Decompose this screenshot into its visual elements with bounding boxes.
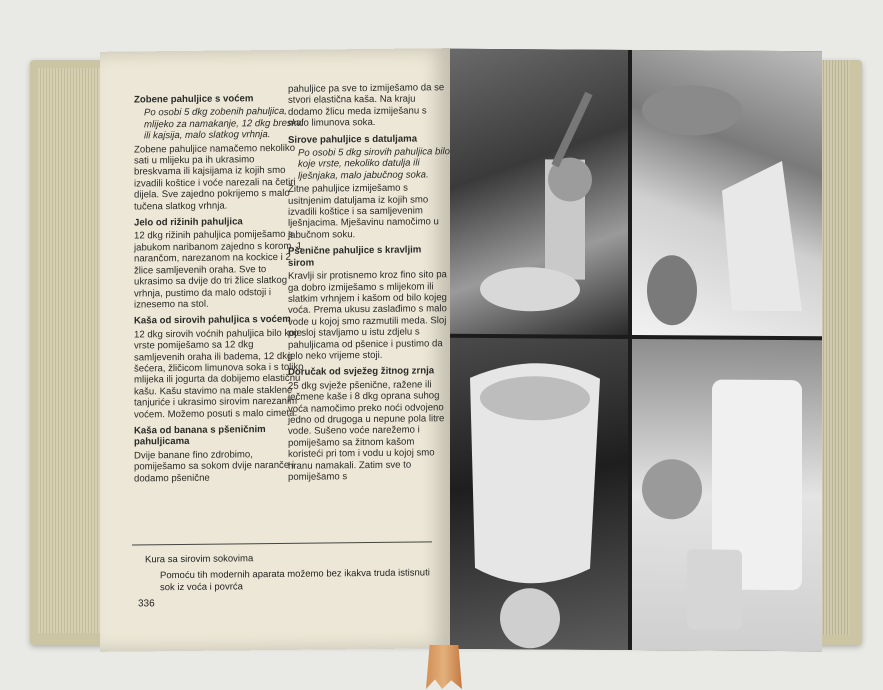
- caption-title: Kura sa sirovim sokovima: [145, 553, 254, 566]
- right-page-photos: [450, 49, 822, 652]
- caption-rule: [132, 541, 432, 545]
- photo-citrus-press: [450, 338, 628, 650]
- recipe-heading: Sirove pahuljice s datuljama: [288, 133, 418, 146]
- open-book: [30, 50, 860, 650]
- recipe-ingredients: Po osobi 5 dkg zobenih pahuljica, mlijeko za namakanje, 12 dkg breskvi ili kajsija, malo slatkog vrhnja.: [144, 106, 304, 142]
- recipe-ingredients: Po osobi 5 dkg sirovih pahuljica bilo koje vrste, nekoliko datulja ili lješnjaka, malo jabučnog soka.: [298, 146, 450, 182]
- recipe-paragraph: Žitne pahuljice izmiješamo s usitnjenim datuljama iz kojih smo izvadili koštice i sa samljevenim lješnjacima. Mješavinu namočimo u jabučnom soku.: [288, 182, 439, 241]
- text-column-1: [134, 88, 304, 487]
- meat-grinder-illustration: [450, 49, 628, 335]
- caption-text: Pomoću tih modernih aparata možemo bez ikakva truda istisnuti sok iz voća i povrća: [160, 567, 430, 594]
- recipe-paragraph: 12 dkg rižinih pahuljica pomiješamo s jabukom naribanom zajedno s korom, 1 narančom, narezanom na kockice i 2 žlice samljevenih oraha. Sve to ukrasimo sa dvije do tri žlice slatkog vrhnja, pustimo da malo odstoji i iznesemo na stol.: [134, 229, 302, 311]
- juicer-illustration: [632, 50, 822, 336]
- recipe-paragraph: Dvije banane fino zdrobimo, pomiješamo sa sokom dvije naranče i dodamo pšenične: [134, 449, 294, 485]
- text-column-2: [288, 80, 450, 485]
- recipe-heading: Pšenične pahuljice s kravljim sirom: [288, 244, 422, 269]
- recipe-paragraph: 25 dkg svježe pšenične, raženе ili ječmene kaše i 8 dkg oprana suhog voća namočimo preko noći odvojeno jedno od drugoga u nepune pola litre vode. Sušeno voće narežemo i pomiješamo sa žitnom kašom koristeći pri tom i vodu u kojoj smo hranu namakali. Zatim sve to pomiješamo s: [288, 379, 445, 483]
- recipe-paragraph: pahuljice pa sve to izmiješamo da se stvori elastična kaša. Na kraju dodamo žlicu meda izmiješanu s malo limunova soka.: [288, 82, 445, 130]
- left-page: [100, 48, 450, 652]
- recipe-heading: Jelo od rižinih pahuljica: [134, 216, 243, 229]
- page-number: 336: [138, 598, 155, 610]
- recipe-heading: Zobene pahuljice s voćem: [134, 93, 254, 106]
- recipe-heading: Kaša od banana s pšeničnim pahuljicama: [134, 424, 266, 448]
- citrus-press-illustration: [450, 338, 628, 650]
- photo-electric-juicer: [632, 339, 822, 651]
- photo-juicer-bowl: [632, 50, 822, 336]
- bookmark-ribbon: [426, 645, 462, 689]
- recipe-paragraph: Kravlji sir protisnemo kroz fino sito pa ga dobro izmiješamo s mlijekom ili slatkim vrhnjem i kašom od bilo kojeg voća. Prema ukusu zaslađimo s malo vode u kojoj smo razmutili meda. Sloj po sloj stavljamo u istu zdjelu s pahuljicama od pšenice i pustimo da jelo neko vrijeme stoji.: [288, 269, 447, 362]
- page-edges-left: [38, 68, 108, 633]
- recipe-paragraph: 12 dkg sirovih voćnih pahuljica bilo koje vrste pomiješamo sa 12 dkg samljevenih oraha ili badema, 12 dkg šećera, žličicom limunova soka i s toliko mlijeka ili jogurta da dobijemo elastičnu kašu. Kašu stavimo na male staklene tanjuriće i ukrasimo sirovim narezanim voćem. Možemo posuti s malo cimeta.: [134, 327, 304, 421]
- recipe-heading: Doručak od svježeg žitnog zrnja: [288, 365, 435, 379]
- recipe-paragraph: Zobene pahuljice namačemo nekoliko sati u mlijeku pa ih ukrasimo breskvama ili kajsijama iz kojih smo izvadili koštice i voće narezali na četiri dijela. Sve zajedno pokrijemo s malo tučena slatkog vrhnja.: [134, 142, 296, 213]
- electric-juicer-illustration: [632, 339, 822, 651]
- photo-meat-grinder: [450, 49, 628, 335]
- recipe-heading: Kaša od sirovih pahuljica s voćem: [134, 314, 291, 327]
